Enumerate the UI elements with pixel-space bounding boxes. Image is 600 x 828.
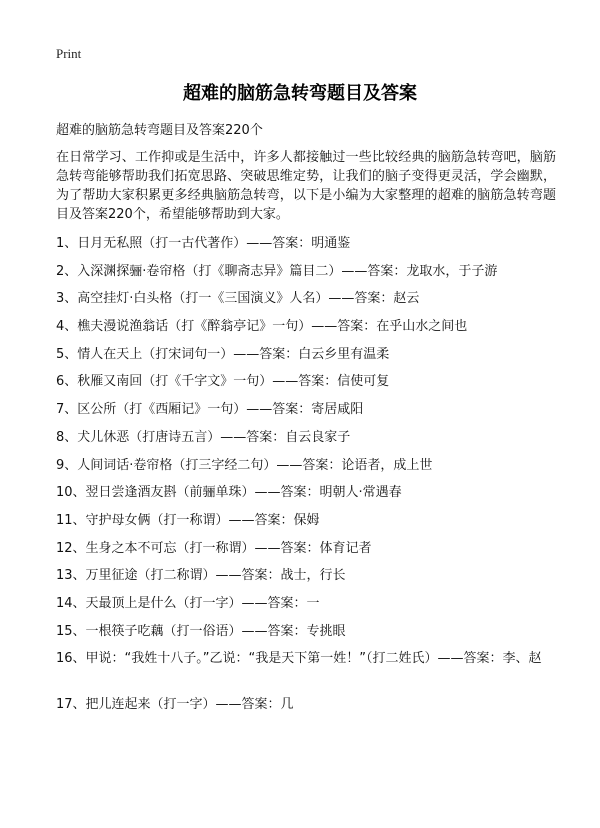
riddle-text: 人间词话·卷帘格（打三字经二句）——答案：论语者，成上世 [77,457,433,473]
riddle-item [56,262,556,290]
riddle-text: 入深渊探骊·卷帘格（打《聊斋志异》篇目二）——答案：龙取水，于子游 [77,263,498,279]
riddle-number: 15、 [56,623,86,639]
riddle-text: 犬儿休恶（打唐诗五言）——答案：自云良家子 [77,429,351,445]
riddle-number: 16、 [56,651,86,667]
riddle-number: 5、 [56,346,78,362]
riddle-item [56,483,556,511]
riddle-number: 14、 [56,595,86,611]
riddle-number: 2、 [56,263,78,279]
riddle-item [56,289,556,317]
riddle-text: 天最顶上是什么（打一字）——答案：一 [85,595,320,611]
riddle-item [56,372,556,400]
riddle-item [56,649,556,695]
riddle-item [56,456,556,484]
riddle-text: 守护母女俩（打一称谓）——答案：保姆 [85,512,320,528]
riddle-item [56,594,556,622]
riddle-number: 7、 [56,402,78,418]
riddle-text: 秋雁又南回（打《千字文》一句）——答案：信使可复 [77,374,390,390]
riddle-item [56,317,556,345]
riddle-item [56,511,556,539]
riddle-number: 9、 [56,457,78,473]
riddle-text: 高空挂灯·白头格（打一《三国演义》人名）——答案：赵云 [77,291,420,307]
riddle-text: 把儿连起来（打一字）——答案：几 [85,697,294,713]
riddle-item [56,428,556,456]
riddle-item [56,400,556,428]
intro-paragraph: 在日常学习、工作抑或是生活中，许多人都接触过一些比较经典的脑筋急转弯吧，脑筋急转弯能够帮助我们拓宽思路、突破思维定势，让我们的脑子变得更灵活，学会幽默，为了帮助大家积累更多经典脑筋急转弯，以下是小编为大家整理的超难的脑筋急转弯题目及答案220个，希望能够帮助到大家。 [56,150,556,222]
page-title: 超难的脑筋急转弯题目及答案 [183,83,417,104]
riddle-list [56,234,556,723]
riddle-text: 万里征途（打二称谓）——答案：战士，行长 [85,568,346,584]
riddle-text: 翌日尝逢酒友斟（前骊单珠）——答案：明朝人·常遇春 [85,485,402,501]
riddle-number: 10、 [56,485,86,501]
riddle-number: 3、 [56,291,78,307]
riddle-text: 樵夫漫说渔翁话（打《醉翁亭记》一句）——答案：在乎山水之间也 [77,319,468,335]
riddle-number: 11、 [56,512,86,528]
riddle-number: 4、 [56,319,78,335]
riddle-text: 甲说：“我姓十八子。”乙说：“我是天下第一姓！”（打二姓氏）——答案：李、赵 [85,651,542,667]
riddle-number: 12、 [56,540,86,556]
riddle-number: 1、 [56,236,78,251]
riddle-text: 生身之本不可忘（打一称谓）——答案：体育记者 [85,540,372,556]
print-label: Print [56,46,82,61]
riddle-item [56,345,556,373]
riddle-text: 区公所（打《西厢记》一句）——答案：寄居咸阳 [77,402,364,418]
riddle-number: 17、 [56,697,86,713]
riddle-item [56,539,556,567]
riddle-item [56,566,556,594]
riddle-number: 8、 [56,429,78,445]
riddle-item [56,695,556,723]
riddle-text: 一根筷子吃藕（打一俗语）——答案：专挑眼 [85,623,346,639]
riddle-item [56,622,556,650]
riddle-number: 13、 [56,568,86,584]
riddle-text: 情人在天上（打宋词句一）——答案：白云乡里有温柔 [77,346,390,362]
riddle-text: 日月无私照（打一古代著作）——答案：明通鉴 [77,236,351,251]
page-subtitle: 超难的脑筋急转弯题目及答案220个 [56,123,263,138]
riddle-number: 6、 [56,374,78,390]
riddle-item [56,234,556,262]
